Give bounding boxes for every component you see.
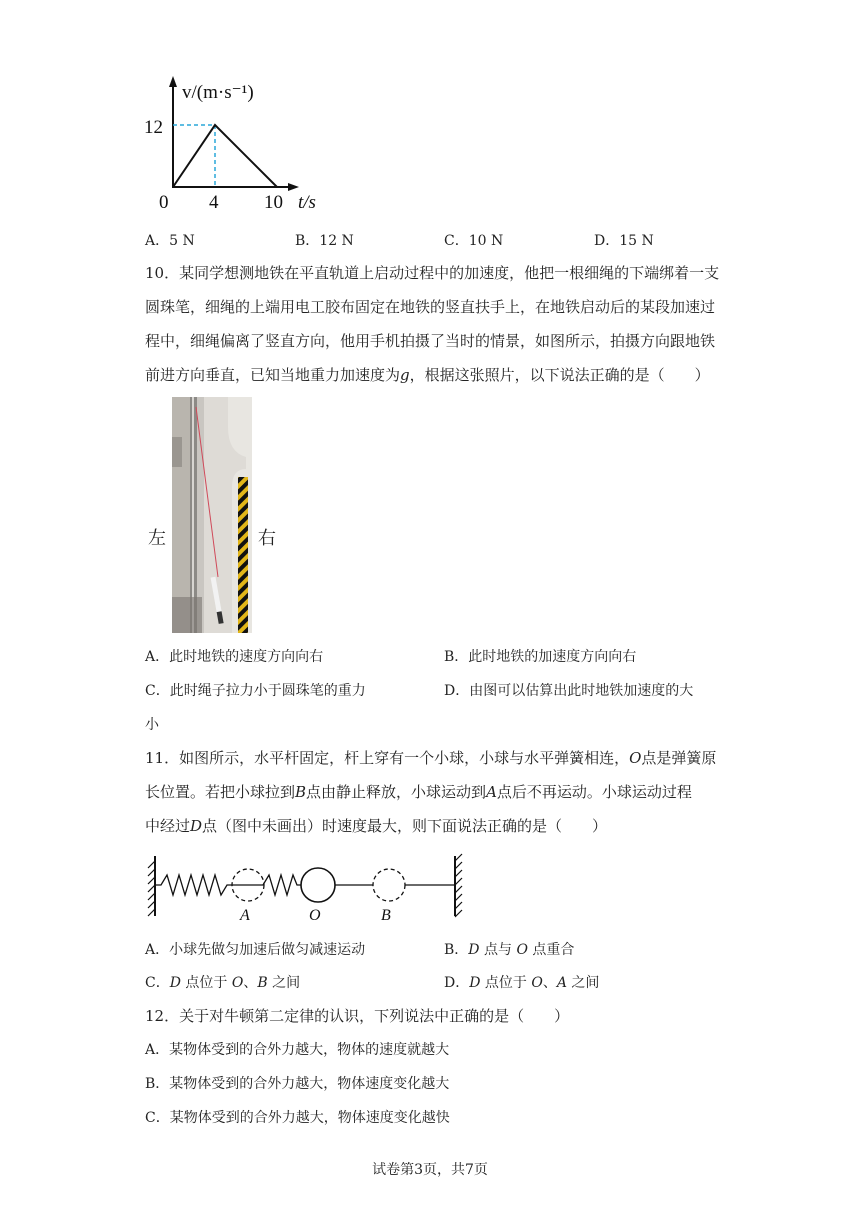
q10-stem-line-4: 前进方向垂直，已知当地重力加速度为g，根据这张照片，以下说法正确的是（ ） bbox=[145, 366, 710, 384]
page-footer: 试卷第3页，共7页 bbox=[372, 1162, 488, 1178]
spring-ball-figure bbox=[145, 853, 470, 923]
y-tick-12: 12 bbox=[144, 117, 163, 138]
q10-option-b[interactable]: B．此时地铁的加速度方向向右 bbox=[444, 649, 637, 665]
q10-stem-line-3: 程中，细绳偏离了竖直方向，他用手机拍摄了当时的情景，如图所示，拍摄方向跟地铁 bbox=[145, 332, 716, 350]
q10-stem-line-2: 圆珠笔，细绳的上端用电工胶布固定在地铁的竖直扶手上，在地铁启动后的某段加速过 bbox=[145, 298, 716, 316]
q11-option-c[interactable]: C．D 点位于 O、B 之间 bbox=[145, 975, 301, 991]
y-axis-arrow bbox=[169, 76, 177, 87]
q12-stem: 12．关于对牛顿第二定律的认识，下列说法中正确的是（ ） bbox=[145, 1007, 570, 1025]
q11-stem-line-2: 长位置。若把小球拉到B点由静止释放，小球运动到A点后不再运动。小球运动过程 bbox=[145, 783, 692, 801]
label-o: O bbox=[309, 907, 321, 923]
x-tick-10: 10 bbox=[264, 192, 283, 213]
label-a: A bbox=[240, 907, 250, 923]
q11-stem-line-3: 中经过D点（图中未画出）时速度最大，则下面说法正确的是（ ） bbox=[145, 817, 608, 835]
q11-option-d[interactable]: D．D 点位于 O、A 之间 bbox=[444, 975, 600, 991]
q9-option-c[interactable]: C．10 N bbox=[444, 233, 504, 249]
ball-position-b bbox=[373, 869, 405, 901]
q9-option-d[interactable]: D．15 N bbox=[594, 233, 654, 249]
q12-option-a[interactable]: A．某物体受到的合外力越大，物体的速度就越大 bbox=[145, 1042, 450, 1058]
photo-label-left: 左 bbox=[148, 528, 166, 549]
q12-option-b[interactable]: B．某物体受到的合外力越大，物体速度变化越大 bbox=[145, 1076, 450, 1092]
x-axis-label: t/s bbox=[298, 192, 316, 213]
photo-label-right: 右 bbox=[258, 528, 276, 549]
spring bbox=[155, 875, 302, 895]
x-axis-arrow bbox=[288, 183, 299, 191]
velocity-time-graph bbox=[140, 70, 340, 220]
q10-option-a[interactable]: A．此时地铁的速度方向向右 bbox=[145, 649, 324, 665]
q10-option-d-wrap: 小 bbox=[145, 717, 159, 733]
x-tick-4: 4 bbox=[209, 192, 219, 213]
q9-option-b[interactable]: B．12 N bbox=[295, 233, 354, 249]
q11-option-a[interactable]: A．小球先做匀加速后做匀减速运动 bbox=[145, 942, 366, 958]
ball-position-o bbox=[301, 868, 335, 902]
q9-option-a[interactable]: A．5 N bbox=[145, 233, 195, 249]
q11-stem-line-1: 11．如图所示，水平杆固定，杆上穿有一个小球，小球与水平弹簧相连，O点是弹簧原 bbox=[145, 749, 717, 767]
q10-option-c[interactable]: C．此时绳子拉力小于圆珠笔的重力 bbox=[145, 683, 366, 699]
label-b: B bbox=[381, 907, 391, 923]
x-tick-0: 0 bbox=[159, 192, 169, 213]
q11-option-b[interactable]: B．D 点与 O 点重合 bbox=[444, 942, 575, 958]
q10-stem-line-1: 10．某同学想测地铁在平直轨道上启动过程中的加速度，他把一根细绳的下端绑着一支 bbox=[145, 264, 720, 282]
velocity-curve bbox=[173, 125, 277, 187]
q12-option-c[interactable]: C．某物体受到的合外力越大，物体速度变化越快 bbox=[145, 1110, 450, 1126]
q10-option-d[interactable]: D．由图可以估算出此时地铁加速度的大 bbox=[444, 683, 694, 699]
y-axis-label: v/(m·s⁻¹) bbox=[182, 82, 254, 103]
subway-handrail-photo bbox=[172, 397, 252, 633]
